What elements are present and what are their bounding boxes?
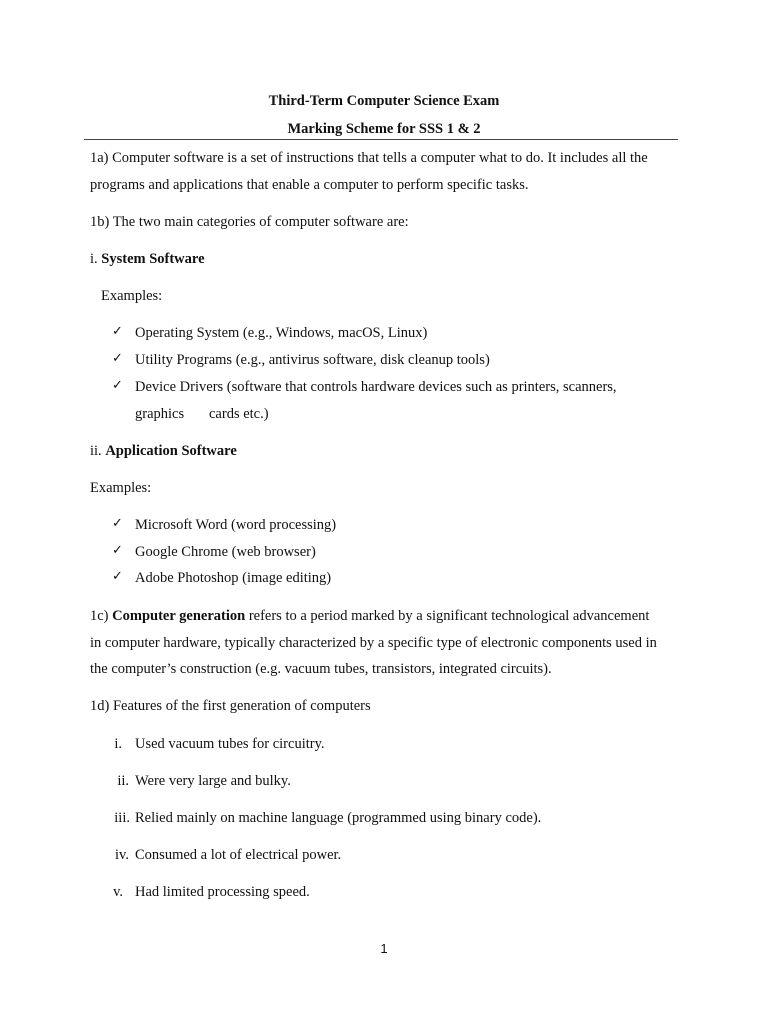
application-software-heading bbox=[90, 443, 237, 460]
application-examples-label: Examples: bbox=[90, 480, 152, 496]
q1c-term: Computer generation bbox=[112, 608, 246, 624]
feature-item: Consumed a lot of electrical power. bbox=[135, 847, 342, 863]
application-software-prefix: ii. bbox=[90, 443, 106, 459]
system-software-prefix: i. bbox=[90, 251, 102, 267]
q1c-prefix: 1c) bbox=[90, 608, 113, 624]
check-icon: ✓ bbox=[112, 569, 123, 584]
q1d-intro: 1d) Features of the first generation of computers bbox=[90, 698, 371, 714]
system-software-label: System Software bbox=[101, 251, 205, 267]
list-number: v. bbox=[113, 884, 123, 900]
list-number: ii. bbox=[117, 773, 129, 789]
q1c-line-3: the computer’s construction (e.g. vacuum tubes, transistors, integrated circuits). bbox=[90, 661, 552, 677]
feature-item: Had limited processing speed. bbox=[135, 884, 310, 900]
list-number: i. bbox=[114, 736, 122, 752]
q1c-line-1-rest: refers to a period marked by a significant technological advancement bbox=[245, 608, 650, 624]
feature-item: Relied mainly on machine language (programmed using binary code). bbox=[135, 810, 542, 826]
check-icon: ✓ bbox=[112, 351, 123, 366]
q1b-intro: 1b) The two main categories of computer software are: bbox=[90, 214, 409, 230]
application-example-item: Microsoft Word (word processing) bbox=[135, 517, 337, 533]
application-example-item: Google Chrome (web browser) bbox=[135, 544, 316, 560]
check-icon: ✓ bbox=[112, 516, 123, 531]
page-number: 1 bbox=[380, 941, 388, 956]
check-icon: ✓ bbox=[112, 543, 123, 558]
q1c-line-1 bbox=[90, 608, 649, 625]
system-example-item-cont-b: cards etc.) bbox=[209, 406, 269, 422]
document-subtitle: Marking Scheme for SSS 1 & 2 bbox=[287, 121, 481, 137]
system-example-item: Operating System (e.g., Windows, macOS, Linux) bbox=[135, 325, 428, 341]
q1c-line-2: in computer hardware, typically characterized by a specific type of electronic components used in bbox=[90, 635, 657, 651]
list-number: iv. bbox=[115, 847, 129, 863]
feature-item: Were very large and bulky. bbox=[135, 773, 291, 789]
q1a-line-2: programs and applications that enable a computer to perform specific tasks. bbox=[90, 177, 529, 193]
system-software-heading bbox=[90, 251, 205, 268]
document-title: Third-Term Computer Science Exam bbox=[268, 93, 500, 109]
check-icon: ✓ bbox=[112, 324, 123, 339]
system-example-item: Utility Programs (e.g., antivirus software, disk cleanup tools) bbox=[135, 352, 490, 368]
q1a-line-1: 1a) Computer software is a set of instructions that tells a computer what to do. It includes all the bbox=[90, 150, 648, 166]
system-examples-label: Examples: bbox=[101, 288, 163, 304]
application-example-item: Adobe Photoshop (image editing) bbox=[135, 570, 332, 586]
application-software-label: Application Software bbox=[105, 443, 237, 459]
system-example-item: Device Drivers (software that controls hardware devices such as printers, scanners, bbox=[135, 379, 617, 395]
feature-item: Used vacuum tubes for circuitry. bbox=[135, 736, 325, 752]
header-rule bbox=[84, 139, 678, 140]
list-number: iii. bbox=[114, 810, 130, 826]
system-example-item-cont-a: graphics bbox=[135, 406, 185, 422]
check-icon: ✓ bbox=[112, 378, 123, 393]
